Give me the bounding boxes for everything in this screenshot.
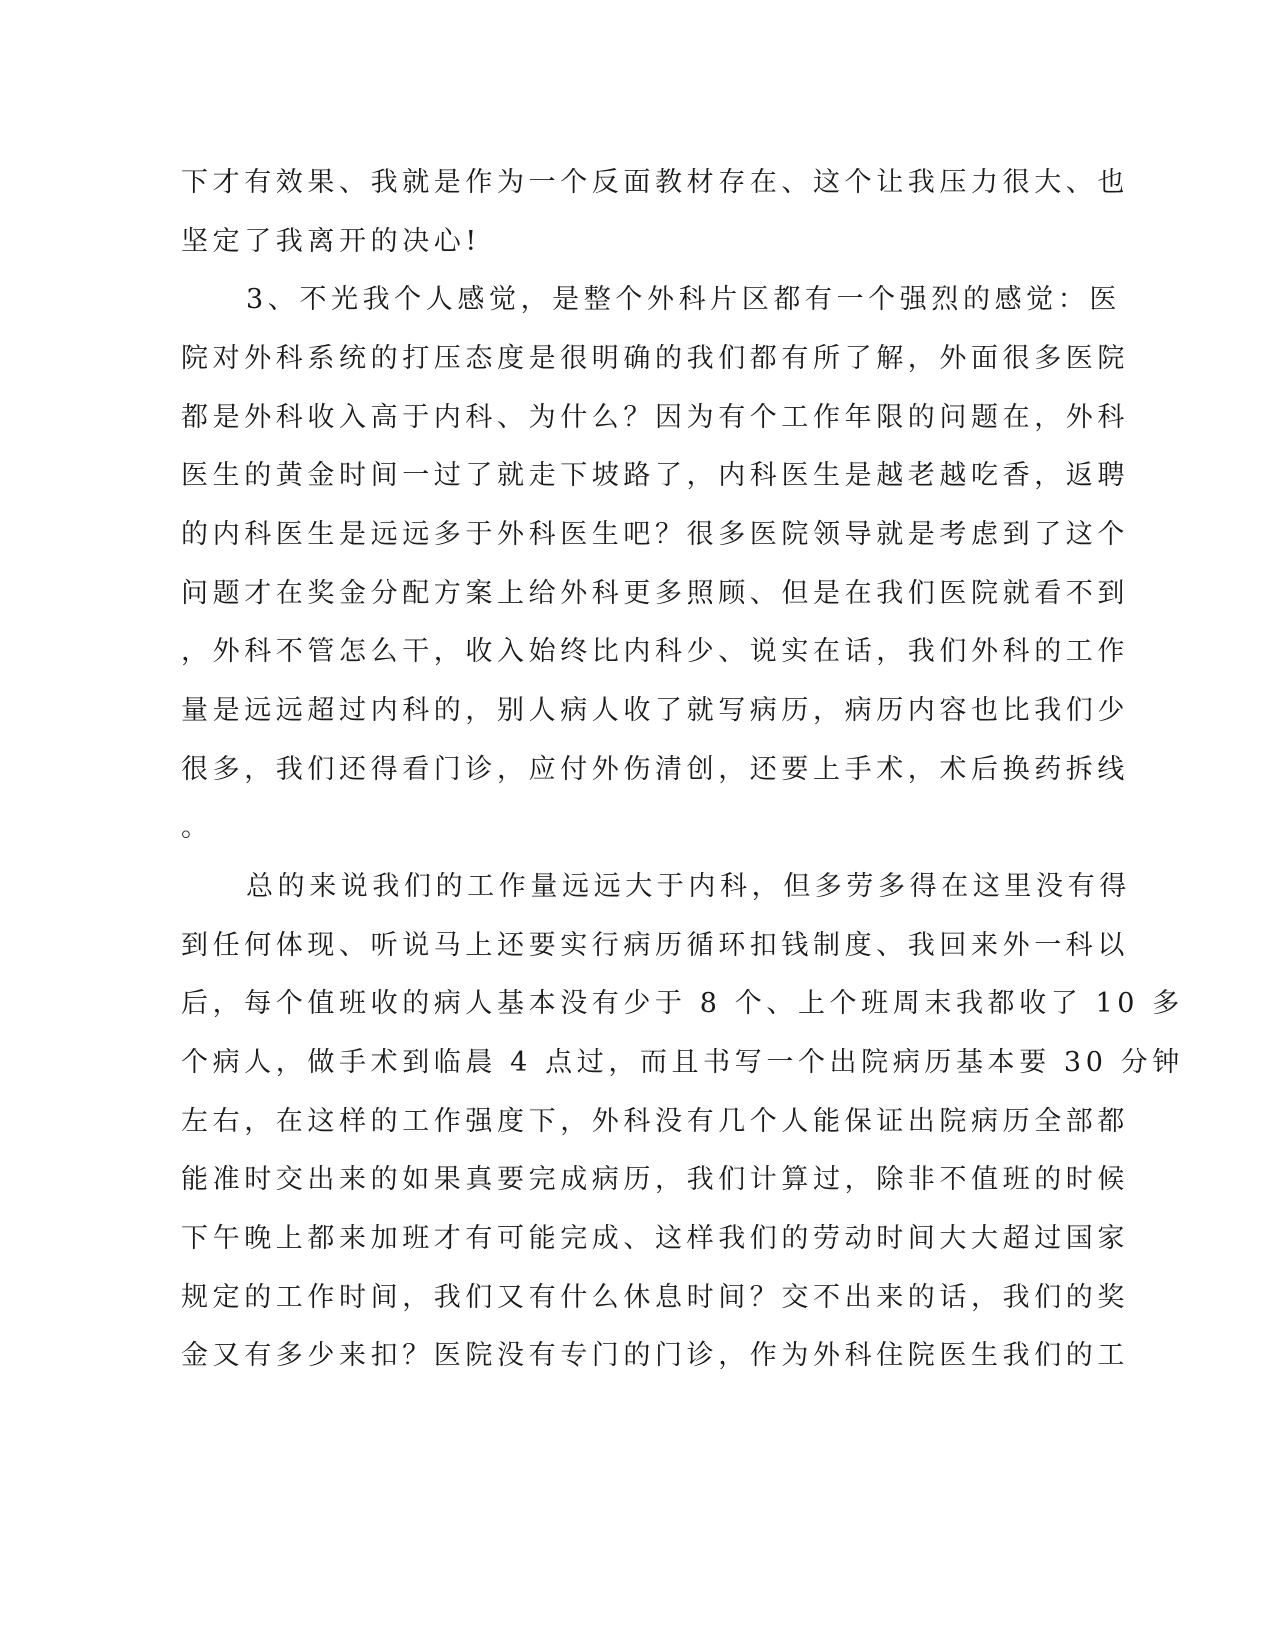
text-line: 。 [181,812,213,843]
text-line: 左右，在这样的工作强度下，外科没有几个人能保证出院病历全部都 [181,1106,1129,1137]
text-line: 医生的黄金时间一过了就走下坡路了，内科医生是越老越吃香，返聘 [181,460,1129,491]
text-line: 能准时交出来的如果真要完成病历，我们计算过，除非不值班的时候 [181,1164,1129,1195]
text-line: 问题才在奖金分配方案上给外科更多照顾、但是在我们医院就看不到 [181,578,1129,609]
text-line: 3、不光我个人感觉，是整个外科片区都有一个强烈的感觉：医 [246,284,1121,315]
text-line: 院对外科系统的打压态度是很明确的我们都有所了解，外面很多医院 [181,343,1129,374]
text-line: ，外科不管怎么干，收入始终比内科少、说实在话，我们外科的工作 [181,636,1129,667]
text-line: 后，每个值班收的病人基本没有少于 8 个、上个班周末我都收了 10 多 [181,988,1184,1019]
text-line: 下午晚上都来加班才有可能完成、这样我们的劳动时间大大超过国家 [181,1223,1129,1254]
text-line: 很多，我们还得看门诊，应付外伤清创，还要上手术，术后换药拆线 [181,754,1129,785]
text-line: 金又有多少来扣？医院没有专门的门诊，作为外科住院医生我们的工 [181,1340,1129,1371]
text-line: 规定的工作时间，我们又有什么休息时间？交不出来的话，我们的奖 [181,1282,1129,1313]
text-line: 个病人，做手术到临晨 4 点过，而且书写一个出院病历基本要 30 分钟 [181,1047,1184,1078]
text-line: 下才有效果、我就是作为一个反面教材存在、这个让我压力很大、也 [181,167,1129,198]
text-line: 到任何体现、听说马上还要实行病历循环扣钱制度、我回来外一科以 [181,930,1129,961]
text-line: 都是外科收入高于内科、为什么？因为有个工作年限的问题在，外科 [181,402,1129,433]
text-line: 坚定了我离开的决心! [181,226,481,257]
text-line: 总的来说我们的工作量远远大于内科，但多劳多得在这里没有得 [246,871,1131,902]
text-line: 量是远远超过内科的，别人病人收了就写病历，病历内容也比我们少 [181,695,1129,726]
text-line: 的内科医生是远远多于外科医生吧？很多医院领导就是考虑到了这个 [181,519,1129,550]
